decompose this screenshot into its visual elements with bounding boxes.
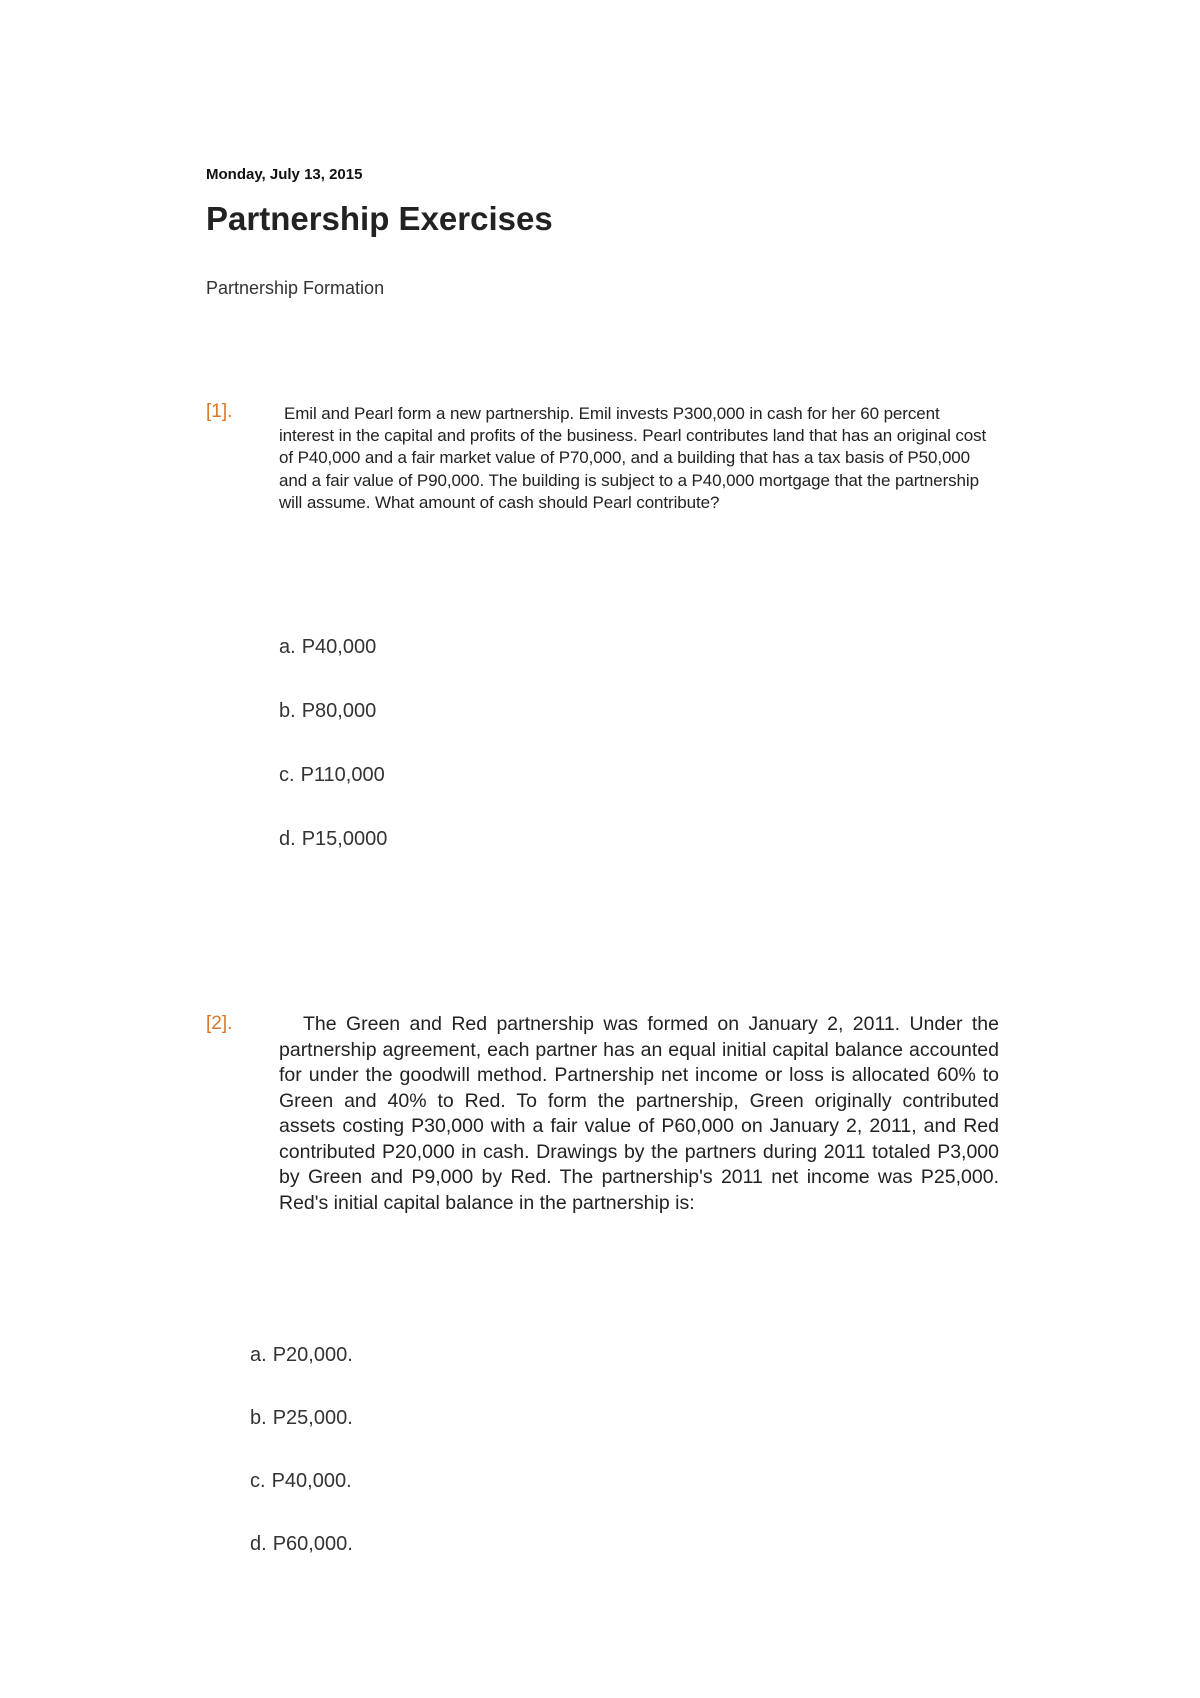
question-1-choice-d: d. P15,0000: [279, 828, 388, 850]
question-1-number: [1].: [206, 401, 233, 422]
section-heading: Partnership Formation: [206, 278, 385, 298]
page-title: Partnership Exercises: [206, 200, 553, 237]
question-1-choice-c: c. P110,000: [279, 764, 385, 786]
question-2-choice-a: a. P20,000.: [250, 1344, 353, 1366]
post-date: Monday, July 13, 2015: [206, 166, 363, 183]
question-2-choice-b: b. P25,000.: [250, 1407, 353, 1429]
question-2-body: The Green and Red partnership was formed on January 2, 2011. Under the partnership agreement, each partner has an equal initial capital balance accounted for under the goodwill method. Partnership net income or loss is allocated 60% to Green and 40% to Red. To form the partnership, Green originally contributed assets costing P30,000 with a fair value of P60,000 on January 2, 2011, and Red contributed P20,000 in cash. Drawings by the partners during 2011 totaled P3,000 by Green and P9,000 by Red. The partnership's 2011 net income was P25,000. Red's initial capital balance in the partnership is:: [279, 1013, 999, 1214]
question-1-text: [279, 403, 999, 514]
question-2-text: [279, 1012, 999, 1216]
question-1-choice-b: b. P80,000: [279, 700, 377, 722]
question-2-number: [2].: [206, 1013, 233, 1034]
question-2-choice-d: d. P60,000.: [250, 1533, 353, 1555]
question-1-body: Emil and Pearl form a new partnership. Emil invests P300,000 in cash for her 60 percent interest in the capital and profits of the business. Pearl contributes land that has an original cost of P40,000 and a fair market value of P70,000, and a building that has a tax basis of P50,000 and a fair value of P90,000. The building is subject to a P40,000 mortgage that the partnership will assume. What amount of cash should Pearl contribute?: [279, 404, 987, 512]
question-1-choice-a: a. P40,000: [279, 636, 377, 658]
question-2-choice-c: c. P40,000.: [250, 1470, 352, 1492]
